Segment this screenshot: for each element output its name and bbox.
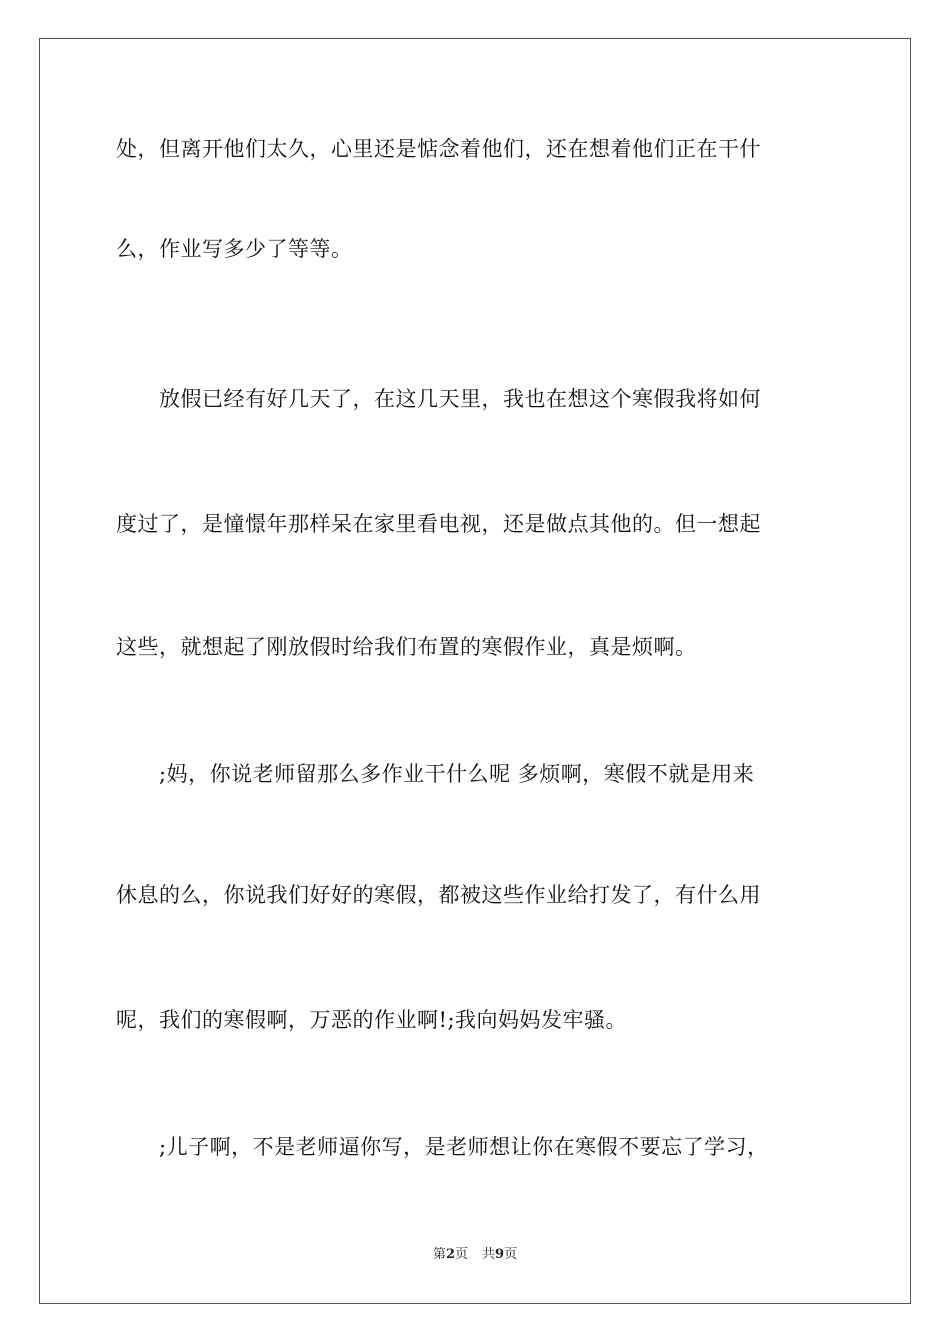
text-line: 放假已经有好几天了，在这几天里，我也在想这个寒假我将如何	[116, 387, 761, 411]
text-line: ;妈，你说老师留那么多作业干什么呢 多烦啊，寒假不就是用来	[116, 762, 755, 786]
total-prefix: 共	[482, 1247, 496, 1262]
text-line: 么，作业写多少了等等。	[116, 237, 353, 261]
page-footer	[0, 1246, 950, 1264]
current-page-number: 2	[445, 1247, 455, 1262]
text-line: 这些，就想起了刚放假时给我们布置的寒假作业，真是烦啊。	[116, 635, 697, 659]
page-suffix: 页	[454, 1247, 468, 1262]
total-suffix: 页	[504, 1247, 518, 1262]
page-prefix: 第	[432, 1247, 446, 1262]
text-line: 处，但离开他们太久，心里还是惦念着他们，还在想着他们正在干什	[116, 137, 761, 161]
text-line: 度过了，是憧憬年那样呆在家里看电视，还是做点其他的。但一想起	[116, 512, 761, 536]
total-pages-number: 9	[495, 1247, 505, 1262]
text-line: 休息的么，你说我们好好的寒假，都被这些作业给打发了，有什么用	[116, 883, 761, 907]
text-line: 呢，我们的寒假啊，万恶的作业啊!;我向妈妈发牢骚。	[116, 1008, 628, 1032]
text-line: ;儿子啊，不是老师逼你写，是老师想让你在寒假不要忘了学习，	[116, 1135, 769, 1159]
page-border	[39, 38, 911, 1304]
